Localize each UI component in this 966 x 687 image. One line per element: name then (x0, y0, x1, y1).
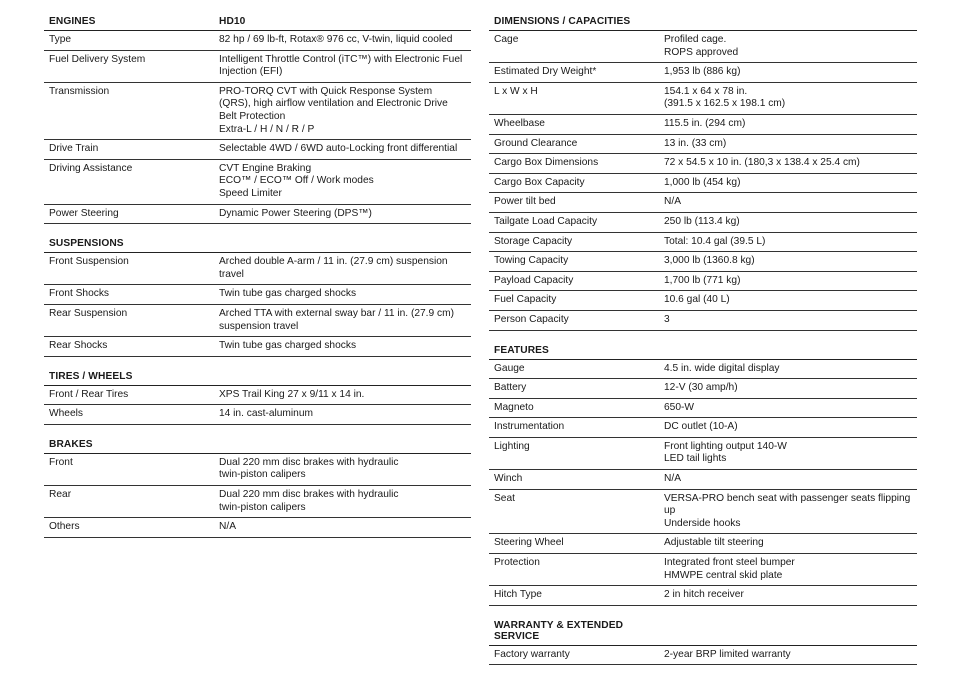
spec-row (489, 399, 917, 419)
spec-row (489, 379, 917, 399)
spec-row (489, 311, 917, 331)
spec-value-line: Dynamic Power Steering (DPS™) (219, 207, 372, 219)
spec-row (489, 646, 917, 666)
spec-row (489, 490, 917, 535)
spec-label: Wheelbase (494, 117, 545, 129)
spec-value (219, 256, 466, 281)
spec-value (664, 86, 912, 111)
spec-value-line: Extra-L / H / N / R / P (219, 123, 315, 135)
spec-label: Magneto (494, 401, 534, 413)
spec-label: Rear Shocks (49, 340, 108, 352)
spec-row (44, 31, 471, 51)
section-header (489, 14, 917, 31)
left-spec-column (44, 14, 471, 550)
spec-row (44, 518, 471, 538)
section-header (44, 437, 471, 454)
spec-row (489, 418, 917, 438)
spec-value (219, 54, 466, 79)
spec-value-line: 650-W (664, 401, 695, 413)
spec-label: Front Shocks (49, 288, 110, 300)
spec-value-line: 72 x 54.5 x 10 in. (180,3 x 138.4 x 25.4 cm) (664, 157, 860, 169)
spec-value-line: 10.6 gal (40 L) (664, 294, 730, 306)
spec-value-line: (391.5 x 162.5 x 198.1 cm) (664, 98, 786, 110)
spec-value-line: Arched TTA with external sway bar / 11 in. (27.9 cm) suspension travel (219, 307, 454, 332)
spec-value-line: ROPS approved (664, 46, 739, 58)
spec-label: Battery (494, 382, 527, 394)
spec-row (44, 160, 471, 205)
spec-section-suspensions (44, 236, 471, 357)
spec-value-line: 3,000 lb (1360.8 kg) (664, 255, 755, 267)
spec-row (489, 115, 917, 135)
section-header (44, 369, 471, 386)
spec-label: Steering Wheel (494, 537, 564, 549)
spec-value (664, 294, 912, 307)
spec-value-line: Twin tube gas charged shocks (219, 340, 357, 352)
spec-value-line: LED tail lights (664, 453, 727, 465)
spec-value-line: N/A (219, 521, 236, 533)
spec-value (664, 493, 912, 531)
spec-row (44, 386, 471, 406)
section-title: WARRANTY & EXTENDED SERVICE (494, 619, 624, 642)
spec-label: Storage Capacity (494, 235, 573, 247)
spec-row (489, 470, 917, 490)
spec-value (664, 118, 912, 131)
spec-value-line: XPS Trail King 27 x 9/11 x 14 in. (219, 388, 365, 400)
spec-value-line: 2 in hitch receiver (664, 589, 744, 601)
spec-label: Others (49, 521, 80, 533)
spec-value (219, 86, 466, 136)
spec-row (44, 337, 471, 357)
spec-section-brakes (44, 437, 471, 538)
spec-value (664, 557, 912, 582)
spec-row (489, 213, 917, 233)
spec-label: Rear (49, 489, 72, 501)
spec-value-line: 1,953 lb (886 kg) (664, 66, 741, 78)
spec-label: Lighting (494, 440, 530, 452)
section-title: DIMENSIONS / CAPACITIES (494, 16, 631, 27)
spec-value-line: N/A (664, 196, 681, 208)
spec-label: Estimated Dry Weight* (494, 66, 597, 78)
spec-value-line: 250 lb (113.4 kg) (664, 215, 740, 227)
spec-value-line: Dual 220 mm disc brakes with hydraulic (219, 456, 399, 468)
spec-label: Cargo Box Dimensions (494, 157, 599, 169)
spec-label: Fuel Capacity (494, 294, 557, 306)
spec-row (44, 405, 471, 425)
spec-row (44, 205, 471, 225)
spec-value (664, 34, 912, 59)
spec-value-line: 1,700 lb (771 kg) (664, 274, 741, 286)
spec-label: Transmission (49, 85, 110, 97)
spec-value-line: DC outlet (10-A) (664, 421, 738, 433)
spec-value-line: Profiled cage. (664, 34, 727, 45)
spec-value (219, 163, 466, 201)
spec-label: Ground Clearance (494, 137, 578, 149)
spec-row (44, 83, 471, 140)
section-title-value: HD10 (219, 16, 246, 27)
spec-value (664, 473, 912, 486)
spec-label: Fuel Delivery System (49, 53, 146, 65)
spec-row (489, 31, 917, 63)
right-spec-column (489, 14, 917, 677)
spec-value (664, 177, 912, 190)
spec-value-line: Front lighting output 140-W (664, 440, 787, 452)
section-header (44, 14, 471, 31)
spec-label: Front (49, 456, 73, 468)
spec-row (44, 51, 471, 83)
spec-row (489, 174, 917, 194)
spec-value (219, 457, 466, 482)
spec-row (489, 154, 917, 174)
spec-row (489, 63, 917, 83)
spec-value (219, 288, 466, 301)
spec-row (44, 486, 471, 518)
spec-value-line: PRO-TORQ CVT with Quick Response System (QRS), high airflow ventilation and Electronic Drive Belt Protection (219, 85, 448, 122)
spec-row (489, 291, 917, 311)
spec-value-line: 2-year BRP limited warranty (664, 648, 791, 660)
spec-section-tires-wheels (44, 369, 471, 425)
spec-label: Wheels (49, 408, 83, 420)
spec-row (489, 193, 917, 213)
spec-value-line: Underside hooks (664, 517, 741, 529)
spec-value-line: twin-piston calipers (219, 501, 306, 513)
spec-section-features (489, 343, 917, 606)
spec-value-line: ECO™ / ECO™ Off / Work modes (219, 175, 374, 187)
spec-value-line: Integrated front steel bumper (664, 557, 795, 569)
spec-label: Tailgate Load Capacity (494, 215, 598, 227)
spec-value-line: 14 in. cast-aluminum (219, 408, 313, 420)
spec-row (489, 272, 917, 292)
spec-row (44, 454, 471, 486)
spec-label: Towing Capacity (494, 255, 569, 267)
spec-value-line: Adjustable tilt steering (664, 537, 764, 549)
spec-label: Front / Rear Tires (49, 388, 129, 400)
spec-value-line: Intelligent Throttle Control (iTC™) with Electronic Fuel Injection (EFI) (219, 53, 463, 78)
spec-value (219, 521, 466, 534)
section-header (44, 236, 471, 253)
spec-value (664, 649, 912, 662)
section-title: SUSPENSIONS (49, 238, 124, 250)
spec-value (219, 489, 466, 514)
spec-value-line: N/A (664, 473, 681, 485)
spec-value-line: VERSA-PRO bench seat with passenger seats flipping up (664, 492, 911, 517)
spec-value-line: Arched double A-arm / 11 in. (27.9 cm) suspension travel (219, 256, 448, 280)
spec-label: Drive Train (49, 143, 99, 155)
spec-row (44, 253, 471, 285)
spec-label: Instrumentation (494, 421, 565, 433)
spec-value (664, 236, 912, 249)
spec-value (664, 421, 912, 434)
spec-value-line: Selectable 4WD / 6WD auto-Locking front differential (219, 143, 458, 155)
spec-section-engines (44, 14, 471, 224)
spec-value-line: CVT Engine Braking (219, 162, 312, 174)
spec-value (664, 216, 912, 229)
spec-row (489, 438, 917, 470)
spec-value (664, 255, 912, 268)
section-header (489, 618, 917, 646)
spec-row (44, 285, 471, 305)
spec-value (664, 382, 912, 395)
spec-row (489, 360, 917, 380)
spec-value (219, 308, 466, 333)
spec-label: Person Capacity (494, 313, 569, 325)
spec-value-line: 1,000 lb (454 kg) (664, 176, 741, 188)
spec-value (664, 363, 912, 376)
section-title: ENGINES (49, 16, 96, 27)
spec-row (489, 534, 917, 554)
spec-label: Front Suspension (49, 256, 129, 268)
spec-label: Factory warranty (494, 648, 570, 660)
spec-value (664, 314, 912, 327)
spec-label: Seat (494, 492, 515, 504)
spec-label: Cargo Box Capacity (494, 176, 585, 188)
spec-row (44, 140, 471, 160)
spec-value (664, 275, 912, 288)
spec-label: Winch (494, 473, 523, 485)
spec-value-line: 82 hp / 69 lb-ft, Rotax® 976 cc, V-twin, liquid cooled (219, 34, 453, 45)
spec-value (219, 34, 466, 47)
spec-label: Protection (494, 557, 540, 569)
spec-label: Driving Assistance (49, 162, 133, 174)
spec-row (489, 135, 917, 155)
spec-value-line: twin-piston calipers (219, 469, 306, 481)
spec-label: Rear Suspension (49, 307, 128, 319)
spec-value-line: 115.5 in. (294 cm) (664, 117, 746, 129)
spec-value-line: Total: 10.4 gal (39.5 L) (664, 235, 766, 247)
section-title: TIRES / WHEELS (49, 370, 133, 382)
spec-label: L x W x H (494, 85, 538, 97)
spec-value-line: 13 in. (33 cm) (664, 137, 727, 149)
section-header (489, 343, 917, 360)
spec-value (219, 208, 466, 221)
spec-value (219, 389, 466, 402)
spec-value-line: Dual 220 mm disc brakes with hydraulic (219, 489, 399, 501)
spec-value (664, 441, 912, 466)
spec-value-line: 154.1 x 64 x 78 in. (664, 85, 748, 97)
spec-row (489, 252, 917, 272)
spec-label: Power tilt bed (494, 196, 556, 208)
spec-value-line: 4.5 in. wide digital display (664, 362, 780, 374)
spec-value (664, 537, 912, 550)
spec-value (219, 340, 466, 353)
spec-label: Payload Capacity (494, 274, 574, 286)
spec-value (664, 402, 912, 415)
spec-value-line: 12-V (30 amp/h) (664, 382, 738, 394)
spec-value (219, 408, 466, 421)
spec-section-dimensions-capacities (489, 14, 917, 331)
spec-label: Cage (494, 34, 519, 45)
spec-value (664, 196, 912, 209)
spec-value-line: HMWPE central skid plate (664, 569, 783, 581)
spec-label: Gauge (494, 362, 525, 374)
section-title: FEATURES (494, 344, 549, 356)
spec-value (664, 138, 912, 151)
spec-value-line: Twin tube gas charged shocks (219, 288, 357, 300)
spec-value (664, 157, 912, 170)
spec-section-warranty-extended-service (489, 618, 917, 666)
spec-label: Type (49, 34, 72, 45)
spec-row (44, 305, 471, 337)
spec-label: Hitch Type (494, 589, 542, 601)
spec-row (489, 554, 917, 586)
spec-value (219, 143, 466, 156)
spec-value (664, 66, 912, 79)
spec-value-line: Speed Limiter (219, 187, 282, 199)
spec-row (489, 586, 917, 606)
spec-label: Power Steering (49, 207, 119, 219)
spec-value (664, 589, 912, 602)
spec-row (489, 233, 917, 253)
spec-value-line: 3 (664, 313, 670, 325)
spec-row (489, 83, 917, 115)
section-title: BRAKES (49, 438, 93, 450)
